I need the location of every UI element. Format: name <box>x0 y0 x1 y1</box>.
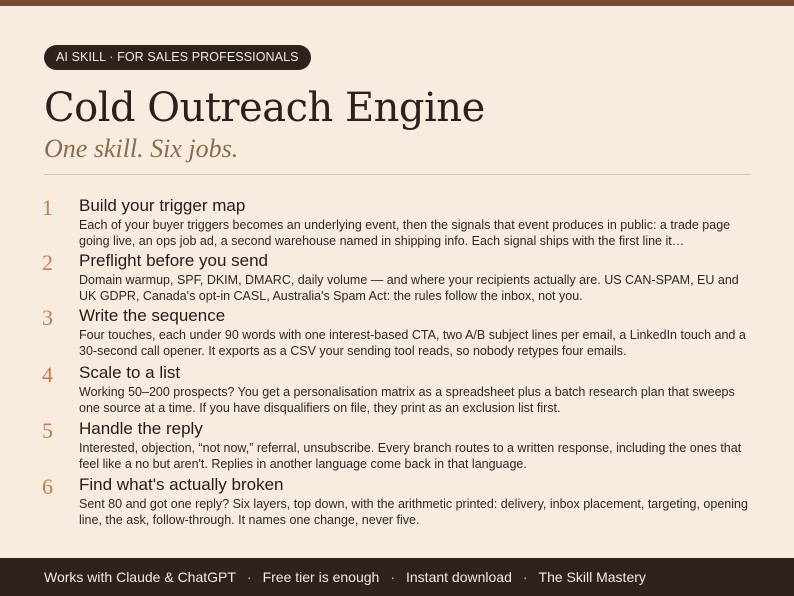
feature-item-5 <box>0 418 794 478</box>
feature-item-4 <box>0 362 794 422</box>
footer-item-brand: The Skill Mastery <box>538 569 646 585</box>
footer-item-free-tier: Free tier is enough <box>262 569 380 585</box>
feature-item-2 <box>0 250 794 310</box>
feature-number: 1 <box>42 195 53 220</box>
divider <box>44 174 750 175</box>
feature-title: Find what's actually broken <box>79 475 284 494</box>
feature-item-6 <box>0 474 794 534</box>
feature-title: Preflight before you send <box>79 251 269 270</box>
feature-title: Build your trigger map <box>79 196 246 215</box>
category-badge: AI SKILL · FOR SALES PROFESSIONALS <box>44 45 311 70</box>
footer-bar <box>0 558 794 596</box>
feature-title: Handle the reply <box>79 419 203 438</box>
feature-number: 5 <box>42 418 53 443</box>
feature-description: Each of your buyer triggers becomes an underlying event, then the signals that event produces in public: a trade page going live, an ops job ad, a second warehouse named in shipping info. Each signal ships with the first line it… <box>79 218 731 248</box>
feature-description: Four touches, each under 90 words with one interest-based CTA, two A/B subject lines per email, a LinkedIn touch and a 30-second call opener. It exports as a CSV your sending tool reads, so nobody retypes four emails. <box>79 328 746 358</box>
footer-separator: · <box>246 569 252 585</box>
feature-number: 4 <box>42 362 53 387</box>
top-accent-bar <box>0 0 794 6</box>
feature-item-3 <box>0 305 794 365</box>
footer-item-download: Instant download <box>406 569 512 585</box>
footer-separator: · <box>390 569 395 585</box>
feature-title: Write the sequence <box>79 306 226 325</box>
feature-description: Interested, objection, “not now,” referral, unsubscribe. Every branch routes to a written response, including the ones that feel like a no but aren't. Replies in another language come back in that language. <box>79 441 742 471</box>
page-title: Cold Outreach Engine <box>44 85 485 131</box>
footer-items <box>44 558 646 596</box>
feature-description: Working 50–200 prospects? You get a personalisation matrix as a spreadsheet plus a batch research plan that sweeps one source at a time. If you have disqualifiers on file, they print as an exclusion list first. <box>79 385 735 415</box>
footer-separator: · <box>522 569 528 585</box>
feature-number: 6 <box>42 474 53 499</box>
feature-number: 3 <box>42 305 53 330</box>
feature-description: Domain warmup, SPF, DKIM, DMARC, daily volume — and where your recipients actually are. US CAN-SPAM, EU and UK GDPR, Canada's opt-in CASL, Australia's Spam Act: the rules follow the inbox, not you. <box>79 273 739 303</box>
page-subtitle: One skill. Six jobs. <box>44 134 239 163</box>
feature-item-1 <box>0 195 794 255</box>
feature-number: 2 <box>42 250 53 275</box>
footer-item-compatibility: Works with Claude & ChatGPT <box>44 569 236 585</box>
feature-description: Sent 80 and got one reply? Six layers, top down, with the arithmetic printed: delivery, inbox placement, targeting, opening line, the ask, follow-through. It names one change, never five. <box>79 497 748 527</box>
feature-title: Scale to a list <box>79 363 181 382</box>
